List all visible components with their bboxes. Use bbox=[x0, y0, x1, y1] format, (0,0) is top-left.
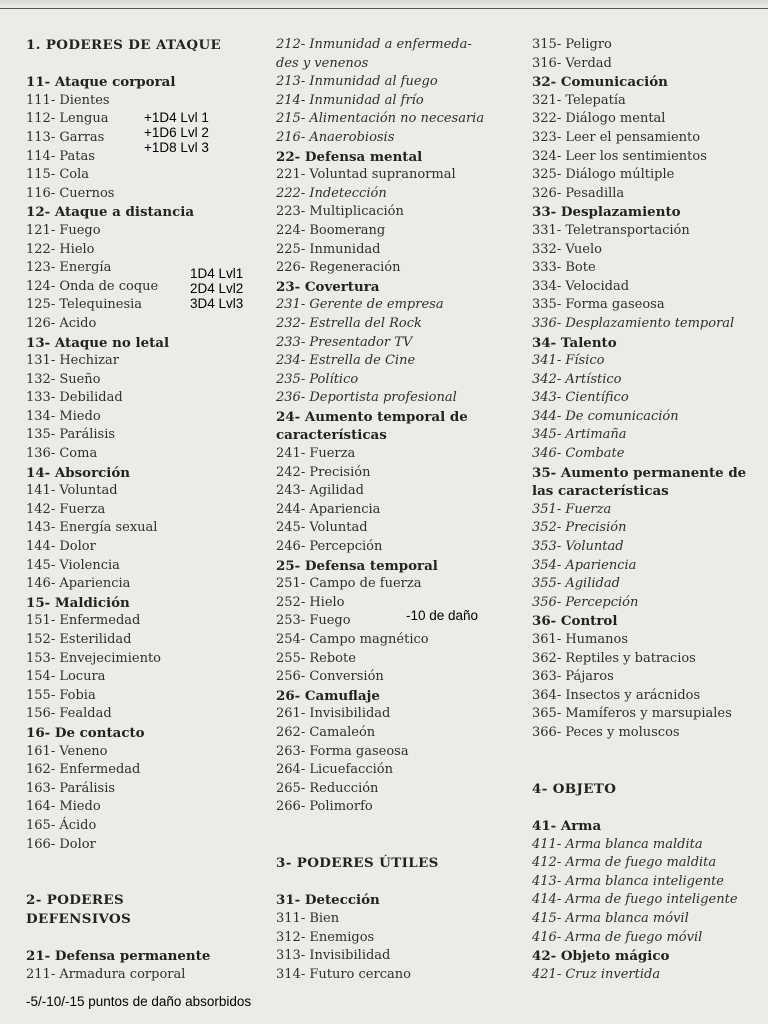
list-item: 153- Envejecimiento bbox=[26, 650, 162, 666]
annotation-line: -10 de daño bbox=[406, 608, 479, 623]
list-item: 333- Bote bbox=[532, 260, 596, 276]
list-item: 255- Rebote bbox=[276, 650, 356, 666]
category-heading: 26- Camuflaje bbox=[276, 687, 380, 704]
category-heading: 35- Aumento permanente de bbox=[532, 464, 747, 481]
list-item: 144- Dolor bbox=[26, 539, 96, 555]
spacer bbox=[532, 798, 768, 817]
category-heading: 15- Maldición bbox=[26, 594, 130, 611]
list-item: 246- Percepción bbox=[276, 539, 383, 555]
list-item: 341- Físico bbox=[532, 353, 605, 369]
list-item: 135- Parálisis bbox=[26, 427, 116, 443]
list-item: 124- Onda de coque bbox=[26, 278, 159, 294]
category-heading: 36- Control bbox=[532, 613, 618, 630]
list-item: 412- Arma de fuego maldita bbox=[532, 855, 717, 871]
list-item: 241- Fuerza bbox=[276, 446, 356, 462]
list-item: 414- Arma de fuego inteligente bbox=[532, 892, 738, 908]
list-item: 214- Inmunidad al frío bbox=[276, 92, 424, 108]
list-item: 226- Regeneración bbox=[276, 260, 401, 276]
list-item: 161- Veneno bbox=[26, 743, 108, 759]
top-border bbox=[0, 0, 768, 9]
list-item: 165- Ácido bbox=[26, 817, 97, 833]
category-heading: 21- Defensa permanente bbox=[26, 948, 211, 965]
list-item: 163- Parálisis bbox=[26, 780, 116, 796]
category-heading: 24- Aumento temporal de bbox=[276, 408, 468, 425]
list-item: 256- Conversión bbox=[276, 669, 384, 685]
annotation-line: +1D8 Lvl 3 bbox=[144, 140, 209, 155]
list-item: 411- Arma blanca maldita bbox=[532, 836, 703, 852]
list-item: 415- Arma blanca móvil bbox=[532, 910, 689, 926]
annotation-armadura-absorb bbox=[26, 994, 251, 1009]
list-item: 365- Mamíferos y marsupiales bbox=[532, 706, 732, 722]
annotation-line: +1D6 Lvl 2 bbox=[144, 125, 209, 140]
list-item: 243- Agilidad bbox=[276, 483, 364, 499]
category-heading: 32- Comunicación bbox=[532, 74, 668, 91]
list-item: 363- Pájaros bbox=[532, 669, 614, 685]
category-heading: 25- Defensa temporal bbox=[276, 557, 438, 574]
list-item: 242- Precisión bbox=[276, 464, 371, 480]
list-item: 136- Coma bbox=[26, 446, 98, 462]
spacer bbox=[532, 761, 768, 780]
annotation-line: -5/-10/-15 puntos de daño absorbidos bbox=[26, 994, 252, 1009]
section-title: 4- OBJETO bbox=[532, 780, 617, 797]
spacer bbox=[26, 55, 266, 74]
list-item: 114- Patas bbox=[26, 148, 95, 164]
annotation-line: +1D4 Lvl 1 bbox=[144, 110, 209, 125]
list-item: 123- Energía bbox=[26, 260, 112, 276]
list-item: 126- Acido bbox=[26, 315, 97, 331]
list-item: 152- Esterilidad bbox=[26, 632, 132, 647]
list-item: 324- Leer los sentimientos bbox=[532, 148, 707, 164]
list-item: 223- Multiplicación bbox=[276, 204, 404, 220]
section-title: 2- PODERES bbox=[26, 892, 125, 909]
list-item: 354- Apariencia bbox=[532, 557, 637, 573]
list-item: 121- Fuego bbox=[26, 222, 101, 238]
list-item: 213- Inmunidad al fuego bbox=[276, 74, 438, 90]
list-item: 334- Velocidad bbox=[532, 278, 630, 294]
category-heading: las características bbox=[532, 483, 669, 500]
spacer bbox=[26, 873, 266, 892]
section-title: DEFENSIVOS bbox=[26, 910, 132, 927]
spacer bbox=[276, 873, 530, 892]
list-item: 111- Dientes bbox=[26, 92, 110, 108]
list-item: 332- Vuelo bbox=[532, 241, 602, 257]
list-item: 211- Armadura corporal bbox=[26, 966, 186, 982]
list-item: 263- Forma gaseosa bbox=[276, 743, 409, 759]
list-item: 353- Voluntad bbox=[532, 539, 624, 555]
list-item: 265- Reducción bbox=[276, 780, 379, 796]
list-item: 421- Cruz invertida bbox=[532, 966, 661, 982]
list-item: 245- Voluntad bbox=[276, 520, 368, 536]
list-item: 355- Agilidad bbox=[532, 576, 620, 592]
list-item: 225- Inmunidad bbox=[276, 241, 381, 257]
list-item: 235- Político bbox=[276, 371, 359, 387]
list-item: 362- Reptiles y batracios bbox=[532, 650, 696, 666]
column-3 bbox=[532, 36, 768, 984]
list-item: 253- Fuego bbox=[276, 613, 351, 629]
list-item: 314- Futuro cercano bbox=[276, 966, 411, 982]
list-item: 216- Anaerobiosis bbox=[276, 129, 395, 145]
list-item: 236- Deportista profesional bbox=[276, 390, 457, 406]
list-item: 142- Fuerza bbox=[26, 501, 106, 517]
list-item: 343- Científico bbox=[532, 390, 629, 406]
list-item: 356- Percepción bbox=[532, 594, 639, 610]
category-heading: 12- Ataque a distancia bbox=[26, 204, 194, 221]
list-item: 112- Lengua bbox=[26, 111, 109, 127]
section-title: 3- PODERES ÚTILES bbox=[276, 855, 439, 872]
category-heading: 13- Ataque no letal bbox=[26, 334, 170, 351]
category-heading: 22- Defensa mental bbox=[276, 148, 423, 165]
list-item: 315- Peligro bbox=[532, 37, 612, 52]
list-item: 321- Telepatía bbox=[532, 92, 626, 108]
list-item: 134- Miedo bbox=[26, 408, 101, 424]
list-item: 364- Insectos y arácnidos bbox=[532, 687, 701, 703]
list-item: 316- Verdad bbox=[532, 55, 612, 71]
list-item: 133- Debilidad bbox=[26, 390, 123, 406]
list-item: 345- Artimaña bbox=[532, 427, 627, 443]
list-item: 323- Leer el pensamiento bbox=[532, 129, 701, 145]
list-item: 116- Cuernos bbox=[26, 185, 115, 201]
column-1 bbox=[26, 36, 266, 984]
list-item: 313- Invisibilidad bbox=[276, 948, 391, 964]
list-item: 146- Apariencia bbox=[26, 576, 131, 592]
list-item: 361- Humanos bbox=[532, 632, 628, 647]
list-item: 261- Invisibilidad bbox=[276, 706, 391, 722]
list-item: 311- Bien bbox=[276, 910, 340, 926]
list-item: 244- Apariencia bbox=[276, 501, 381, 517]
list-item: 416- Arma de fuego móvil bbox=[532, 929, 703, 945]
list-item: 156- Fealdad bbox=[26, 706, 112, 722]
list-item: 344- De comunicación bbox=[532, 408, 679, 424]
list-item: 122- Hielo bbox=[26, 241, 95, 257]
list-item: 325- Diálogo múltiple bbox=[532, 167, 675, 183]
list-item: 113- Garras bbox=[26, 129, 105, 145]
list-item: 262- Camaleón bbox=[276, 724, 376, 740]
annotation-line: 2D4 Lvl2 bbox=[190, 281, 244, 296]
list-item: 264- Licuefacción bbox=[276, 762, 393, 778]
list-item: 151- Enfermedad bbox=[26, 613, 141, 629]
list-item: 212- Inmunidad a enfermeda- bbox=[276, 37, 472, 52]
list-item: 351- Fuerza bbox=[532, 501, 612, 517]
list-item: 312- Enemigos bbox=[276, 929, 375, 945]
category-heading: 31- Detección bbox=[276, 892, 380, 909]
list-item: 166- Dolor bbox=[26, 836, 96, 852]
list-item: 331- Teletransportación bbox=[532, 222, 690, 238]
spacer bbox=[26, 854, 266, 873]
category-heading: 14- Absorción bbox=[26, 464, 131, 481]
spacer bbox=[276, 817, 530, 836]
list-item: 252- Hielo bbox=[276, 594, 345, 610]
category-heading: 16- De contacto bbox=[26, 724, 145, 741]
spacer bbox=[276, 836, 530, 855]
list-item: 234- Estrella de Cine bbox=[276, 353, 416, 369]
list-item: 154- Locura bbox=[26, 669, 106, 685]
list-item: 224- Boomerang bbox=[276, 222, 386, 238]
section-title: 1. PODERES DE ATAQUE bbox=[26, 37, 222, 53]
list-item: 336- Desplazamiento temporal bbox=[532, 315, 735, 331]
column-2 bbox=[276, 36, 530, 984]
list-item: 155- Fobia bbox=[26, 687, 96, 703]
list-item: 232- Estrella del Rock bbox=[276, 315, 422, 331]
category-heading: 34- Talento bbox=[532, 334, 617, 351]
annotation-hielo-damage bbox=[406, 608, 478, 623]
annotation-line: 3D4 Lvl3 bbox=[190, 296, 244, 311]
list-item: 366- Peces y moluscos bbox=[532, 724, 680, 740]
list-item: 162- Enfermedad bbox=[26, 762, 141, 778]
list-item: 346- Combate bbox=[532, 446, 625, 462]
list-item: des y venenos bbox=[276, 55, 369, 71]
annotation-lengua-dice bbox=[144, 110, 209, 155]
list-item: 322- Diálogo mental bbox=[532, 111, 666, 127]
list-item: 352- Precisión bbox=[532, 520, 627, 536]
list-item: 233- Presentador TV bbox=[276, 334, 413, 350]
list-item: 215- Alimentación no necesaria bbox=[276, 111, 485, 127]
annotation-line: 1D4 Lvl1 bbox=[190, 266, 244, 281]
list-item: 221- Voluntad supranormal bbox=[276, 167, 456, 183]
category-heading: 33- Desplazamiento bbox=[532, 204, 681, 221]
category-heading: 42- Objeto mágico bbox=[532, 948, 670, 965]
list-item: 254- Campo magnético bbox=[276, 632, 429, 647]
list-item: 125- Telequinesia bbox=[26, 297, 143, 313]
list-item: 222- Indetección bbox=[276, 185, 387, 201]
category-heading: 11- Ataque corporal bbox=[26, 74, 176, 91]
list-item: 143- Energía sexual bbox=[26, 520, 158, 536]
list-item: 164- Miedo bbox=[26, 799, 101, 815]
spacer bbox=[532, 743, 768, 762]
list-item: 231- Gerente de empresa bbox=[276, 297, 444, 313]
list-item: 145- Violencia bbox=[26, 557, 120, 573]
spacer bbox=[26, 929, 266, 948]
list-item: 131- Hechizar bbox=[26, 353, 119, 369]
list-item: 132- Sueño bbox=[26, 371, 101, 387]
list-item: 413- Arma blanca inteligente bbox=[532, 873, 724, 889]
list-item: 266- Polimorfo bbox=[276, 799, 373, 815]
list-item: 251- Campo de fuerza bbox=[276, 576, 422, 592]
list-item: 115- Cola bbox=[26, 167, 90, 183]
category-heading: características bbox=[276, 427, 387, 444]
annotation-energia-dice bbox=[190, 266, 243, 311]
list-item: 326- Pesadilla bbox=[532, 185, 625, 201]
category-heading: 23- Covertura bbox=[276, 278, 380, 295]
list-item: 342- Artístico bbox=[532, 371, 622, 387]
list-item: 141- Voluntad bbox=[26, 483, 118, 499]
category-heading: 41- Arma bbox=[532, 817, 602, 834]
list-item: 335- Forma gaseosa bbox=[532, 297, 665, 313]
